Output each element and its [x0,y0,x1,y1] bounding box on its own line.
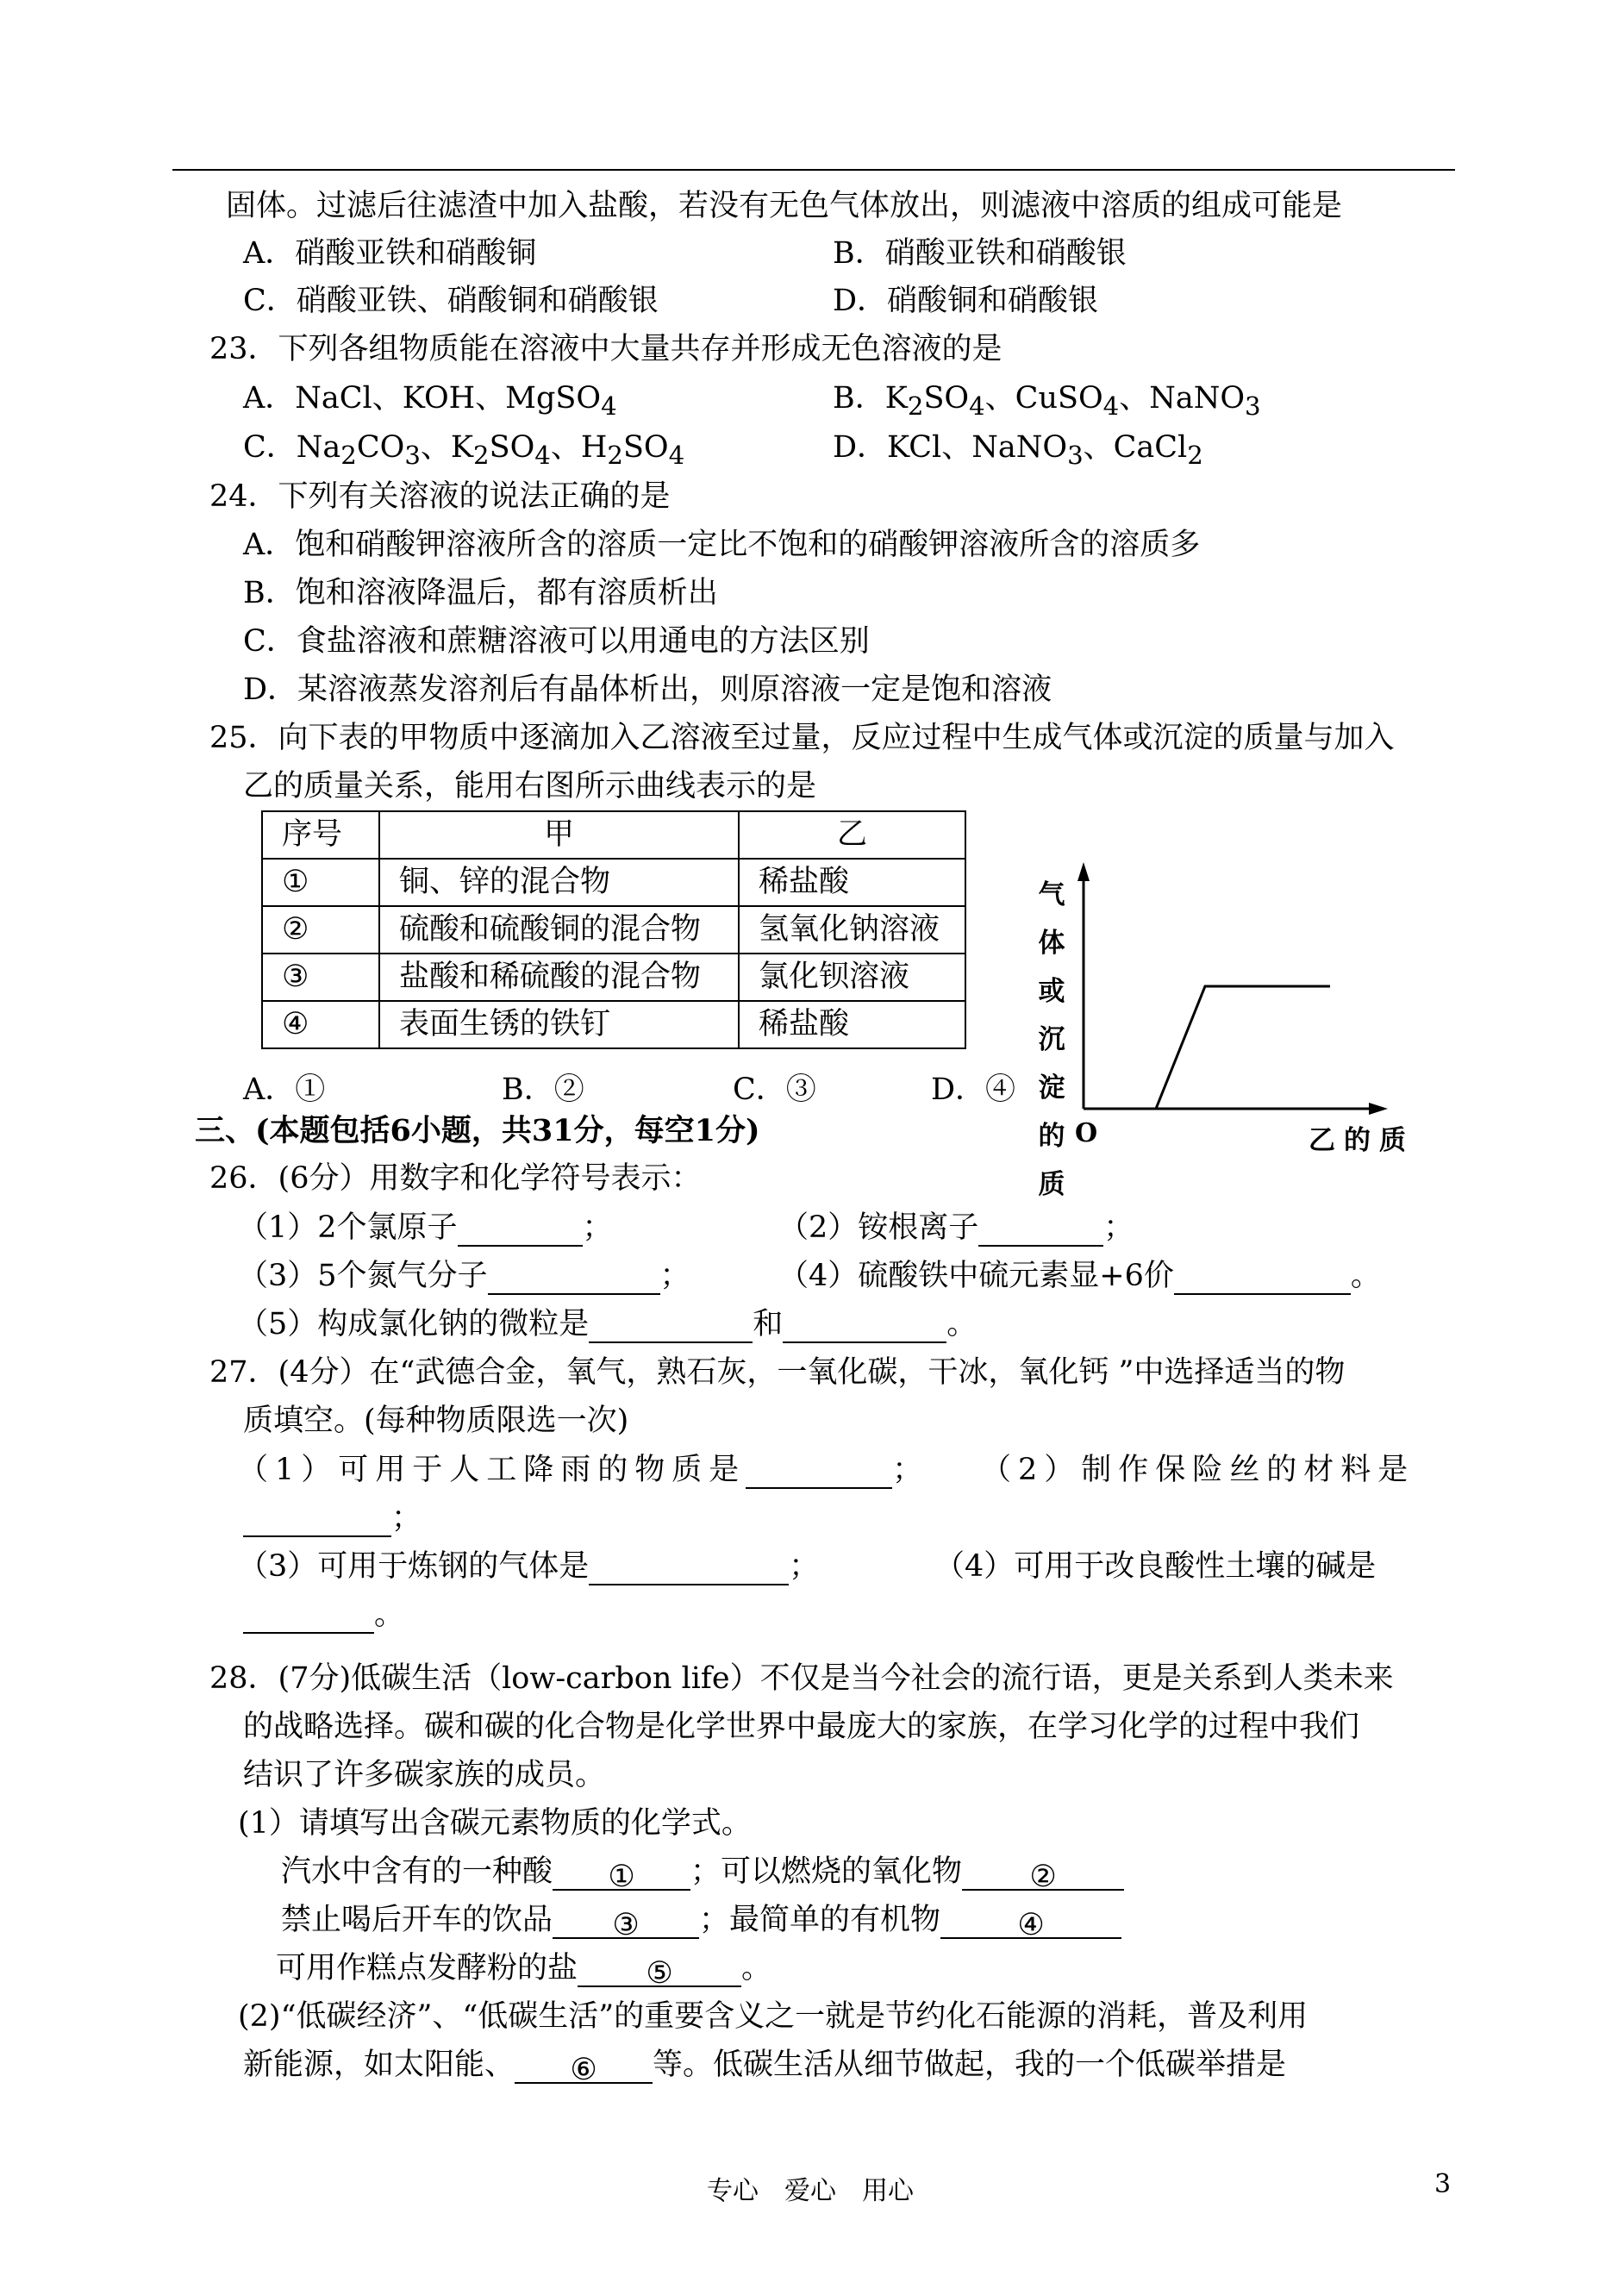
q28-row1: 汽水中含有的一种酸 ① ；可以燃烧的氧化物 ② [281,1853,1124,1891]
q22-option-a: A．硝酸亚铁和硝酸铜 [243,236,537,271]
answer-blank[interactable] [978,1214,1103,1247]
q26-part2: （2）铵根离子 ； [778,1210,1134,1245]
q23-option-b: B．$K_2SO_4$、CuSO$_4$、NaNO$_3$ [833,381,1261,421]
table-cell: 氢氧化钠溶液 [739,906,965,954]
answer-blank[interactable] [243,1504,391,1537]
q27-line2: 质填空。(每种物质限选一次) [243,1404,629,1438]
q26-stem: 26．(6分）用数字和化学符号表示： [209,1161,702,1196]
answer-blank[interactable] [589,1553,789,1585]
q25-option-a: A．① [243,1072,326,1107]
table-row [262,1001,965,1048]
q24-stem: 24．下列有关溶液的说法正确的是 [209,479,671,514]
table-header-cell: 乙 [739,811,965,859]
graph-origin-label: O [1075,1118,1098,1148]
table-cell: 氯化钡溶液 [739,954,965,1001]
table-header-cell: 序号 [262,811,379,859]
q25-option-b: B．② [502,1072,584,1107]
q24-option-c: C．食盐溶液和蔗糖溶液可以用通电的方法区别 [243,624,870,659]
table-cell: ③ [262,954,379,1001]
table-cell: ① [262,859,379,906]
section-3-heading: 三、(本题包括6小题，共31分，每空1分) [195,1113,760,1148]
table-cell: 铜、锌的混合物 [379,859,739,906]
q27-part3: （3）可用于炼钢的气体是 ； [238,1549,820,1584]
q28-part2-line2: 新能源，如太阳能、 ⑥ 等。低碳生活从细节做起，我的一个低碳举措是 [243,2048,1287,2087]
table-cell: ② [262,906,379,954]
table-row [262,906,965,954]
q28-line3: 结识了许多碳家族的成员。 [243,1758,606,1792]
answer-blank[interactable] [243,1601,374,1634]
q25-stem-line2: 乙的质量关系，能用右图所示曲线表示的是 [243,769,817,804]
q27-part2-answer: ； [243,1499,422,1537]
q24-option-b: B．饱和溶液降温后，都有溶质析出 [243,576,718,610]
q28-part1: (1）请填写出含碳元素物质的化学式。 [238,1806,752,1841]
q25-stem-line1: 25．向下表的甲物质中逐滴加入乙溶液至过量，反应过程中生成气体或沉淀的质量与加入 [209,721,1395,755]
graph-x-label: 乙的质 [1309,1125,1415,1156]
answer-blank[interactable]: ① [553,1858,690,1891]
q27-line1: 27．(4分）在“武德合金，氧气，熟石灰，一氧化碳，干冰，氧化钙 ”中选择适当的物 [209,1355,1346,1390]
table-cell: 硫酸和硫酸铜的混合物 [379,906,739,954]
q23-stem: 23．下列各组物质能在溶液中大量共存并形成无色溶液的是 [209,332,1003,366]
q25-option-c: C．③ [733,1072,816,1107]
q24-option-d: D．某溶液蒸发溶剂后有晶体析出，则原溶液一定是饱和溶液 [243,672,1052,707]
answer-blank[interactable] [458,1214,583,1247]
table-header-row [262,811,965,859]
table-cell: 盐酸和稀硫酸的混合物 [379,954,739,1001]
table-cell: 表面生锈的铁钉 [379,1001,739,1048]
q25-option-d: D．④ [931,1072,1016,1107]
q25-table [261,810,966,1049]
q23-option-a: A．NaCl、KOH、MgSO$_4$ [243,381,617,421]
answer-blank[interactable]: ⑥ [515,2051,653,2084]
answer-blank[interactable]: ⑤ [578,1954,741,1987]
q27-part4-answer: 。 [243,1596,404,1634]
q26-part5: （5）构成氯化钠的微粒是 和 。 [238,1307,978,1341]
q22-option-b: B．硝酸亚铁和硝酸银 [833,236,1127,271]
q23-option-d: D．KCl、NaNO$_3$、CaCl$_2$ [833,430,1203,470]
answer-blank[interactable]: ② [962,1858,1124,1891]
q25-graph [1024,854,1403,1121]
y-axis [1077,862,1090,1109]
q28-part2-line1: (2)“低碳经济”、“低碳生活”的重要含义之一就是节约化石能源的消耗，普及利用 [238,1999,1309,2034]
q24-option-a: A．饱和硝酸钾溶液所含的溶质一定比不饱和的硝酸钾溶液所含的溶质多 [243,528,1201,562]
answer-blank[interactable]: ④ [940,1906,1121,1939]
answer-blank[interactable] [1174,1262,1351,1295]
q23-option-c: C．$Na_2CO_3$、$K_2SO_4$、$H_2SO_4$ [243,430,685,470]
table-header-cell: 甲 [379,811,739,859]
q26-part3: （3）5个氮气分子 ； [238,1259,690,1293]
q28-line1: 28．(7分)低碳生活（low-carbon life）不仅是当今社会的流行语，更是关系到人类未来 [209,1661,1394,1696]
answer-blank[interactable] [746,1456,892,1489]
answer-blank[interactable]: ③ [553,1906,699,1939]
q22-option-d: D．硝酸铜和硝酸银 [833,284,1099,318]
q22-continuation: 固体。过滤后往滤渣中加入盐酸，若没有无色气体放出，则滤液中溶质的组成可能是 [226,189,1343,223]
footer-motto: 专心 爱心 用心 [707,2176,914,2206]
q28-line2: 的战略选择。碳和碳的化合物是化学世界中最庞大的家族，在学习化学的过程中我们 [243,1710,1360,1744]
q27-part2: （2）制作保险丝的材料是 [981,1453,1415,1487]
table-cell: 稀盐酸 [739,859,965,906]
header-rule [172,169,1455,171]
table-row [262,954,965,1001]
answer-blank[interactable] [488,1262,660,1295]
table-cell: ④ [262,1001,379,1048]
page-number: 3 [1434,2169,1452,2199]
q22-option-c: C．硝酸亚铁、硝酸铜和硝酸银 [243,284,659,318]
graph-y-label: 气体或沉淀的质 [1038,879,1065,1200]
q27-part1: （1）可用于人工降雨的物质是 ； [238,1453,930,1487]
q27-part4: （4）可用于改良酸性土壤的碱是 [934,1549,1377,1584]
graph-curve [1084,986,1330,1109]
q26-part4: （4）硫酸铁中硫元素显+6价 。 [778,1259,1381,1293]
q26-part1: （1）2个氯原子 ； [238,1210,613,1245]
q28-row3: 可用作糕点发酵粉的盐 ⑤ 。 [276,1951,772,1991]
table-row [262,859,965,906]
q28-row2: 禁止喝后开车的饮品 ③ ；最简单的有机物 ④ [281,1901,1121,1939]
answer-blank[interactable] [589,1310,753,1343]
answer-blank[interactable] [783,1310,946,1343]
table-cell: 稀盐酸 [739,1001,965,1048]
